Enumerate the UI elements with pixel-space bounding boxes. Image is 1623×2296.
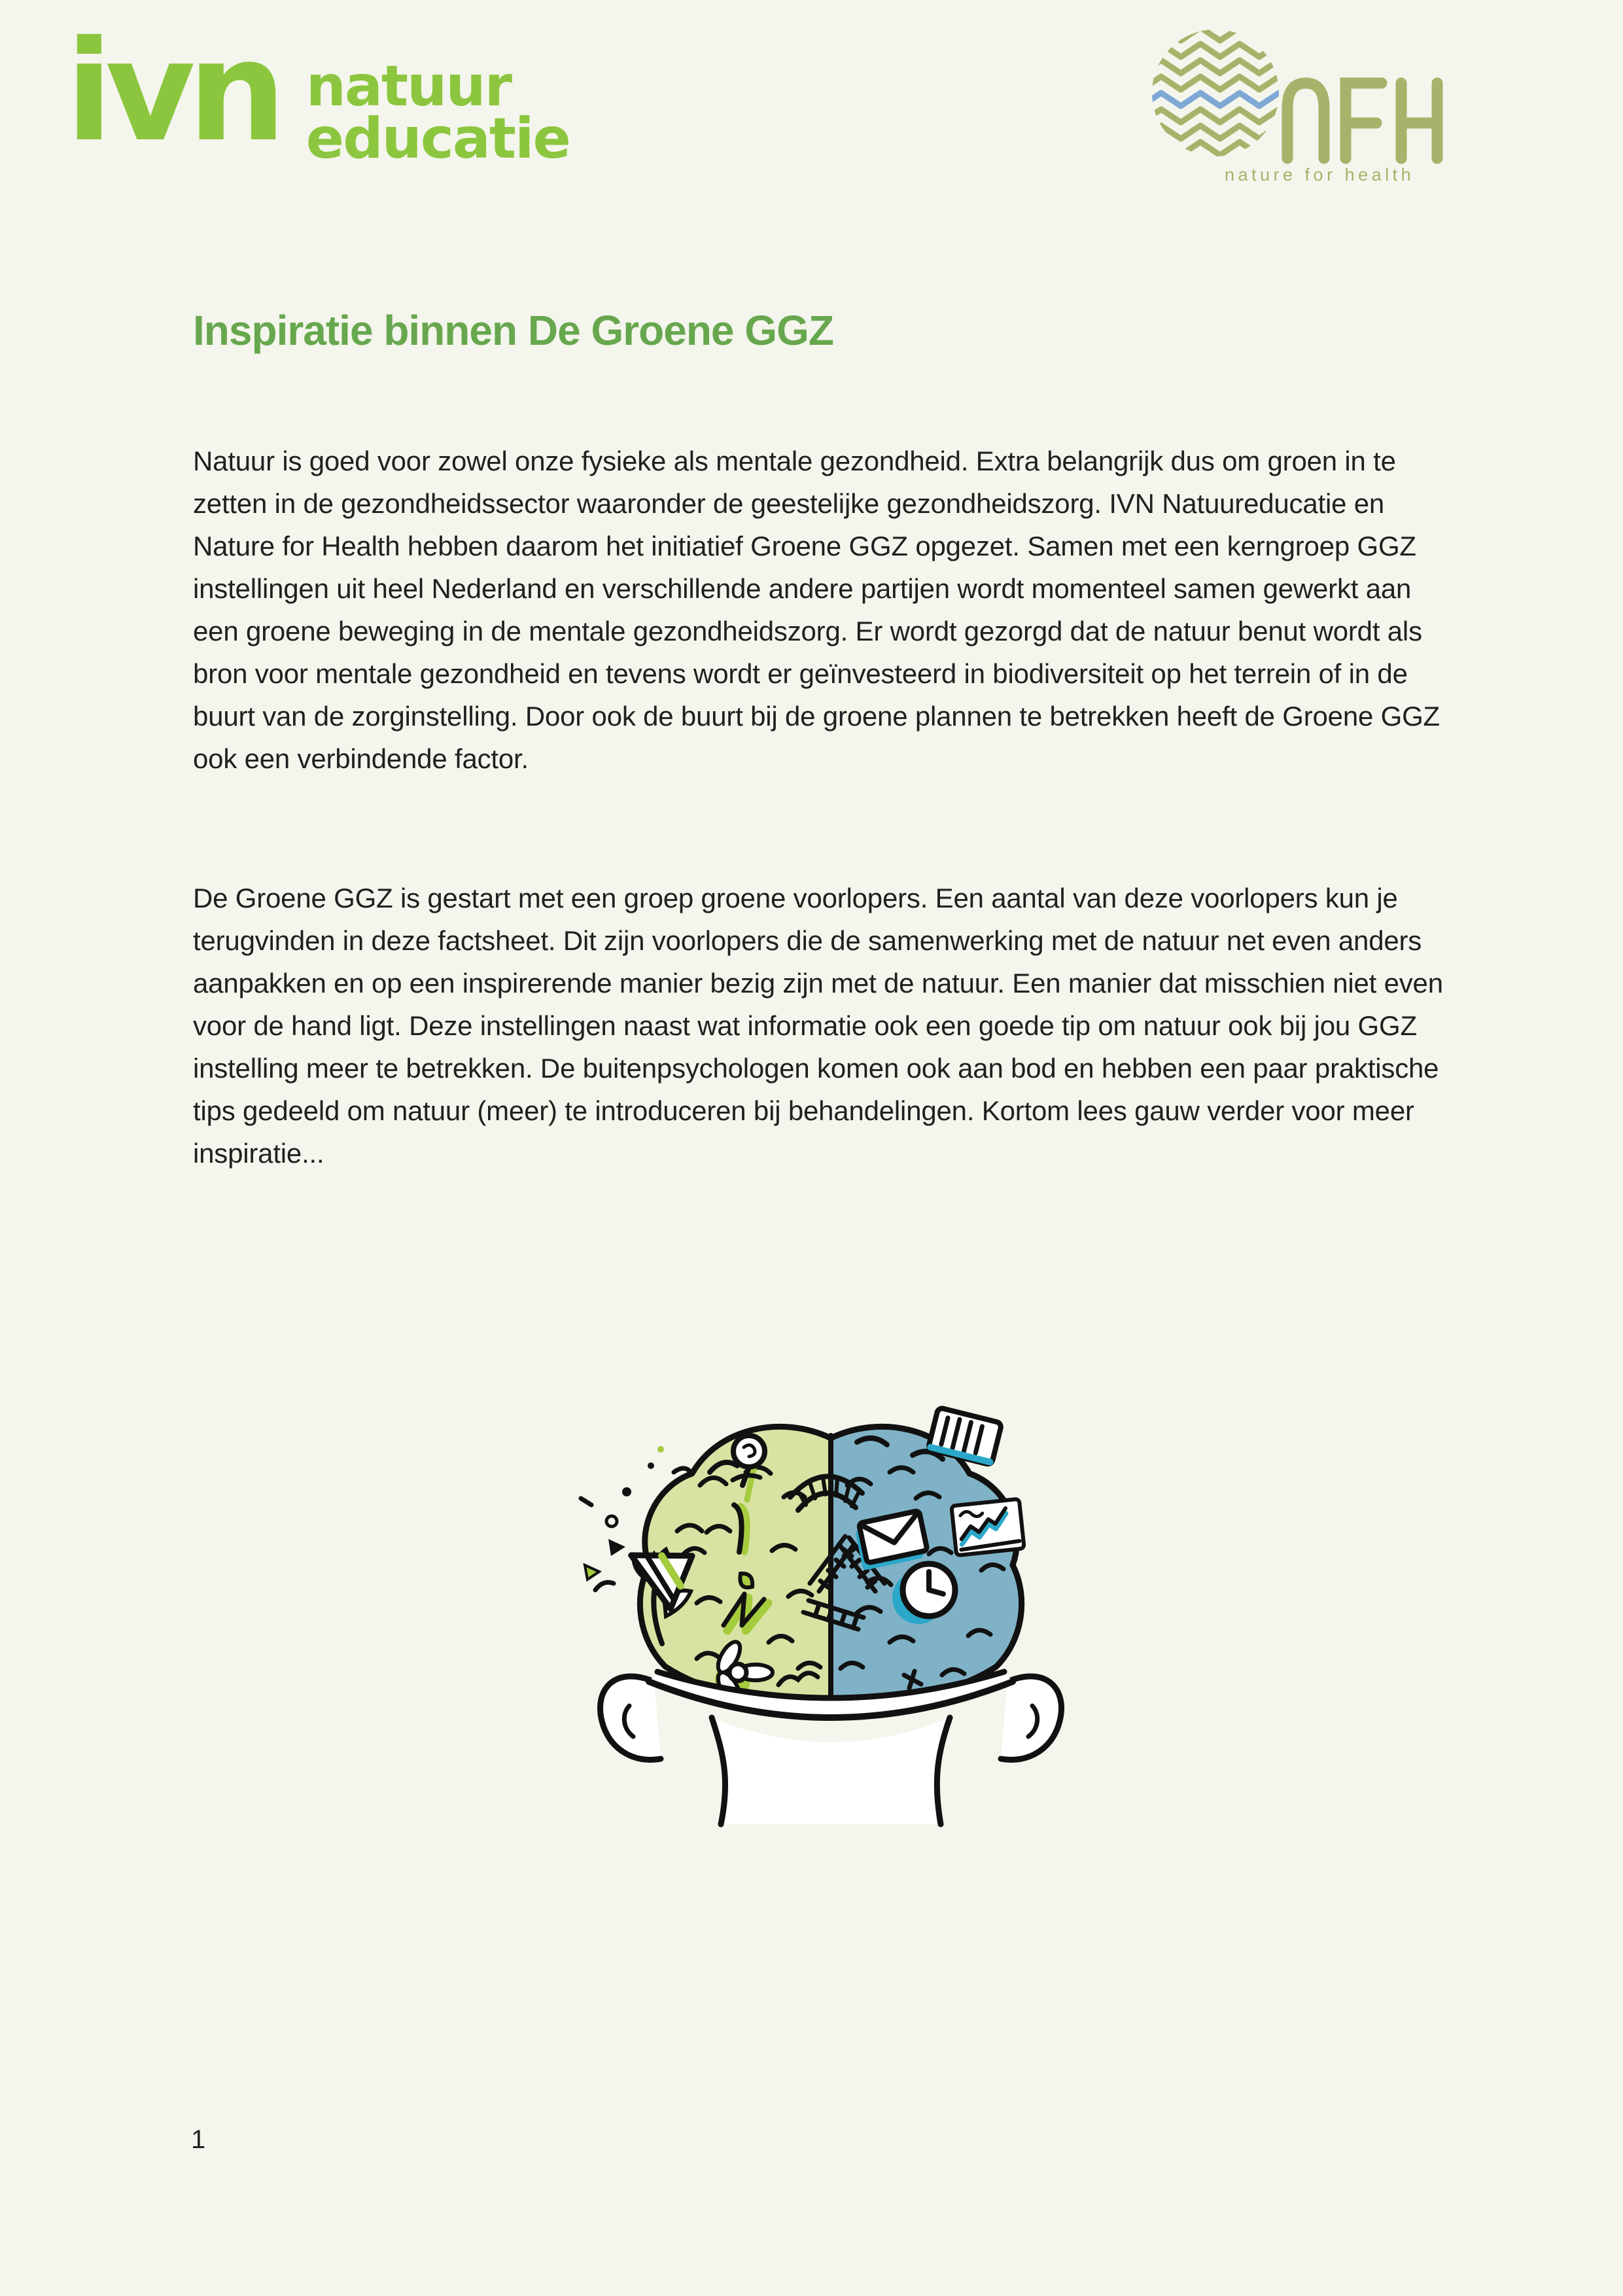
page-title: Inspiratie binnen De Groene GGZ xyxy=(193,307,833,354)
brain xyxy=(640,1426,1021,1704)
left-ear xyxy=(601,1676,661,1760)
split-brain-illustration xyxy=(550,1387,1092,1884)
nfh-tagline: nature for health xyxy=(1225,165,1415,185)
ivn-tagline xyxy=(305,54,570,171)
chart-icon xyxy=(951,1499,1024,1555)
ivn-tagline-line2: educatie xyxy=(305,106,570,171)
paragraph-2: De Groene GGZ is gestart met een groep groene voorlopers. Een aantal van deze voorlopers kun je terugvinden in deze factsheet. Dit zijn voorlopers die de samenwerking met de natuur net even anders aanpakken en op een inspirerende manier bezig zijn met de natuur. Een manier dat misschien niet even voor de hand ligt. Deze instellingen naast wat informatie ook een goede tip om natuur ook bij jou GGZ instelling meer te betrekken. De buitenpsychologen komen ook aan bod en hebben een paar praktische tips gedeeld om natuur (meer) te introduceren bij behandelingen. Kortom lees gauw verder voor meer inspiratie... xyxy=(193,883,1443,1169)
ivn-logotype: ivn xyxy=(65,10,279,172)
paragraph-1: Natuur is goed voor zowel onze fysieke als mentale gezondheid. Extra belangrijk dus om groen in te zetten in de gezondheidssector waaronder de geestelijke gezondheidszorg. IVN Natuureducatie en Nature for Health hebben daarom het initiatief Groene GGZ opgezet. Samen met een kerngroep GGZ instellingen uit heel Nederland en verschillende andere partijen wordt momenteel samen gewerkt aan een groene beweging in de mentale gezondheidszorg. Er wordt gezorgd dat de natuur benut wordt als bron voor mentale gezondheid en tevens wordt er geïnvesteerd in biodiversiteit op het terrein of in de buurt van de zorginstelling. Door ook de buurt bij de groene plannen te betrekken heeft de Groene GGZ ook een verbindende factor. xyxy=(193,446,1440,774)
neck xyxy=(712,1718,950,1824)
page-number: 1 xyxy=(191,2125,206,2154)
ivn-logo xyxy=(65,10,570,172)
ivn-tagline-line1: natuur xyxy=(305,54,512,119)
right-ear xyxy=(1001,1676,1061,1760)
nfh-logo xyxy=(1145,20,1452,196)
nfh-logotype xyxy=(1287,83,1437,158)
nfh-zigzag-circle-icon xyxy=(1145,27,1299,155)
